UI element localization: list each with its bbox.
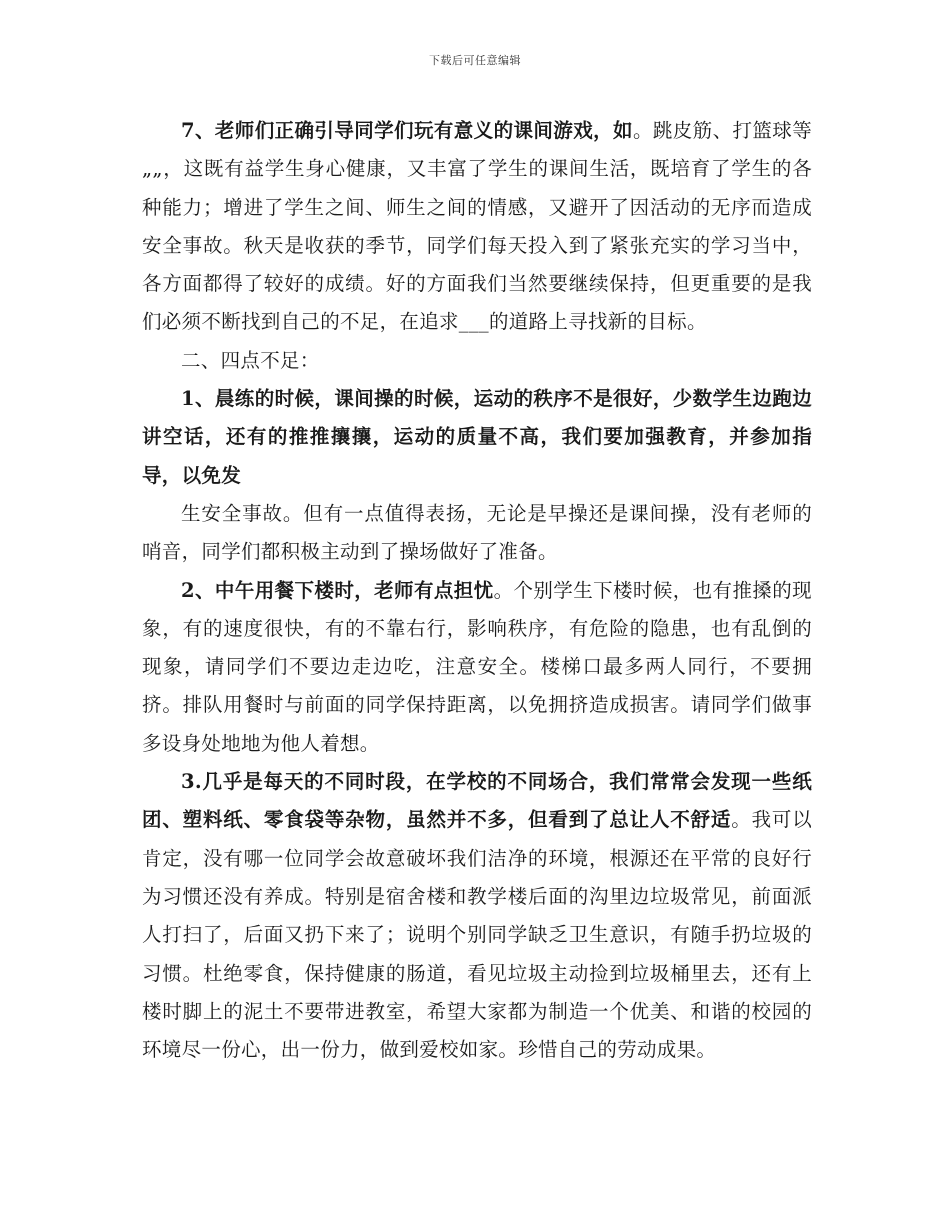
paragraph-lead-bold: 2、中午用餐下楼时，老师有点担忧	[181, 578, 494, 602]
document-body	[142, 112, 812, 1069]
page-header: 下载后可任意编辑	[429, 54, 521, 67]
paragraph-lead-bold: 1、晨练的时候，课间操的时候，运动的秩序不是很好，少数学生边跑边讲空话，还有的推推攘攘，运动的质量不高，我们要加强教育，并参加指导，以免发	[142, 387, 812, 487]
paragraph-lead-bold: 7、老师们正确引导同学们玩有意义的课间游戏，如	[181, 119, 633, 142]
paragraph-lead-bold: 3.几乎是每天的不同时段，在学校的不同场合，我们常常会发现一些纸团、塑料纸、零食袋等杂物，虽然并不多，但看到了总让人不舒适	[142, 770, 812, 832]
paragraph-text: 。跳皮筋、打篮球等„„，这既有益学生身心健康，又丰富了学生的课间生活，既培育了学生的各种能力；增进了学生之间、师生之间的情感，又避开了因活动的无序而造成安全事故。秋天是收获的季节，同学们每天投入到了紧张充实的学习当中，各方面都得了较好的成绩。好的方面我们当然要继续保持，但更重要的是我们必须不断找到自己的不足，在追求___的道路上寻找新的目标。	[142, 119, 812, 334]
section-heading-shortcomings	[142, 342, 812, 380]
paragraph-1-morning-exercise	[142, 380, 812, 495]
paragraph-3-litter	[142, 763, 812, 1069]
paragraph-7-recess-games	[142, 112, 812, 342]
paragraph-text: 。我可以肯定，没有哪一位同学会故意破坏我们洁净的环境，根源还在平常的良好行为习惯还没有养成。特别是宿舍楼和教学楼后面的沟里边垃圾常见，前面派人打扫了，后面又扔下来了；说明个别同学缺乏卫生意识，有随手扔垃圾的习惯。杜绝零食，保持健康的肠道，看见垃圾主动捡到垃圾桶里去，还有上楼时脚上的泥土不要带进教室，希望大家都为制造一个优美、和谐的校园的环境尽一份心，出一份力，做到爱校如家。珍惜自己的劳动成果。	[142, 808, 813, 1062]
paragraph-text: 。个别学生下楼时候，也有推搡的现象，有的速度很快，有的不靠右行，影响秩序，有危险的隐患，也有乱倒的现象，请同学们不要边走边吃，注意安全。楼梯口最多两人同行，不要拥挤。排队用餐时与前面的同学保持距离，以免拥挤造成损害。请同学们做事多设身处地地为他人着想。	[142, 578, 812, 755]
section-heading-text: 二、四点不足：	[181, 348, 320, 372]
paragraph-2-lunch-stairs	[142, 572, 812, 763]
paragraph-text: 生安全事故。但有一点值得表扬，无论是早操还是课间操，没有老师的哨音，同学们都积极主动到了操场做好了准备。	[142, 501, 812, 564]
paragraph-safety-continuation	[142, 495, 812, 572]
